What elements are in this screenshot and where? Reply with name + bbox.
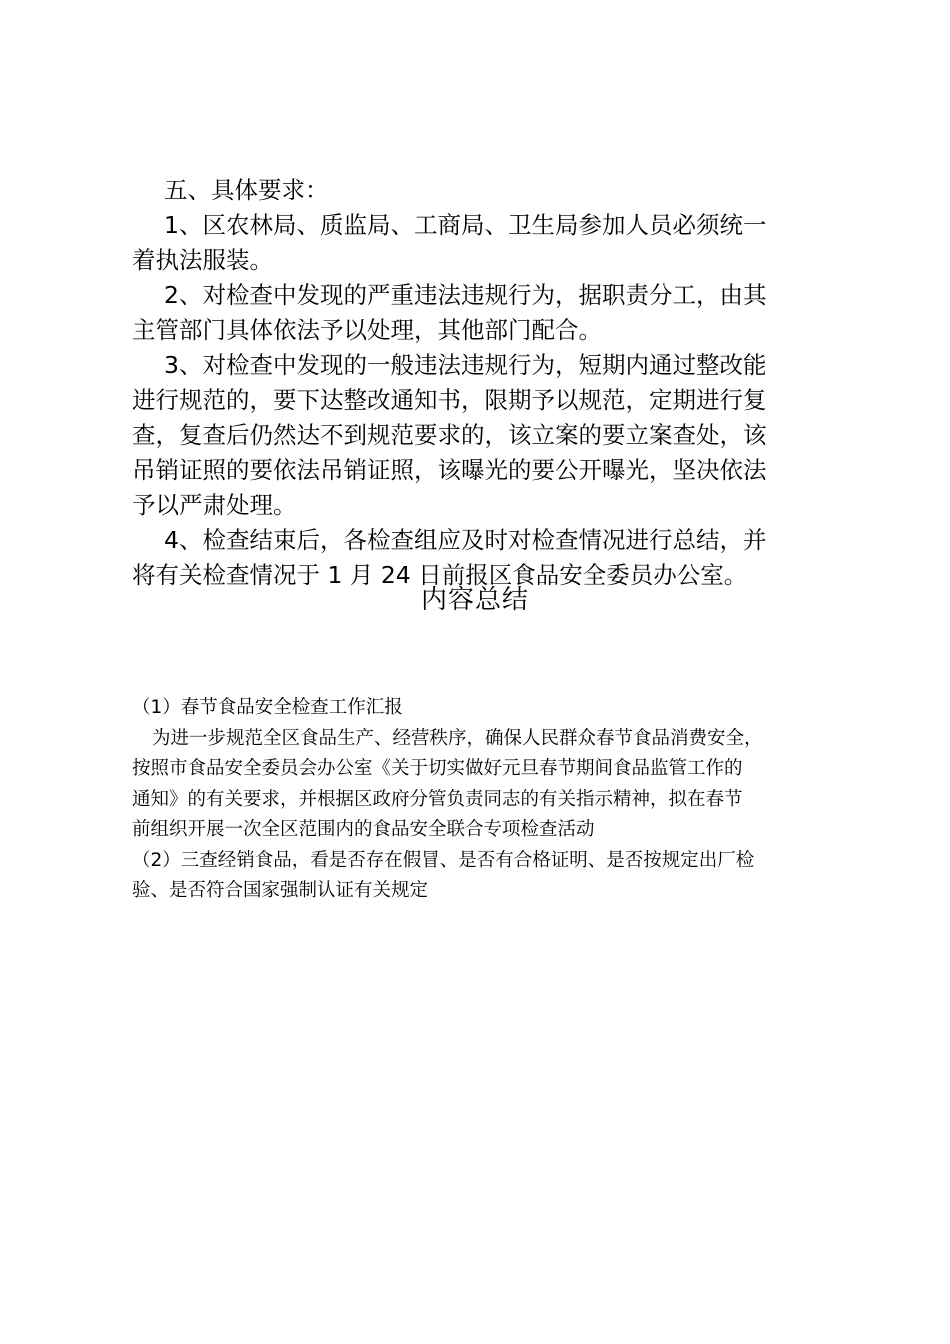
summary-line: 通知》的有关要求，并根据区政府分管负责同志的有关指示精神，拟在春节 bbox=[132, 788, 743, 810]
summary-point-2 bbox=[132, 846, 837, 907]
paragraph-line: 吊销证照的要依法吊销证照，该曝光的要公开曝光，坚决依法 bbox=[132, 456, 767, 484]
requirements-section bbox=[132, 173, 822, 593]
paragraph-line: 1、区农林局、质监局、工商局、卫生局参加人员必须统一 bbox=[164, 211, 767, 239]
paragraph-line: 予以严肃处理。 bbox=[132, 491, 297, 519]
summary-line: （2）三查经销食品，看是否存在假冒、是否有合格证明、是否按规定出厂检 bbox=[132, 849, 755, 871]
paragraph-line: 查，复查后仍然达不到规范要求的，该立案的要立案查处，该 bbox=[132, 421, 767, 449]
requirements-heading: 五、具体要求： bbox=[164, 176, 329, 204]
summary-title: 内容总结 bbox=[420, 585, 529, 615]
paragraph-line: 3、对检查中发现的一般违法违规行为，短期内通过整改能 bbox=[164, 351, 767, 379]
paragraph-line: 将有关检查情况于 1 月 24 日前报区食品安全委员办公室。 bbox=[132, 561, 748, 589]
summary-section bbox=[132, 693, 837, 907]
summary-line: 前组织开展一次全区范围内的食品安全联合专项检查活动 bbox=[132, 819, 595, 840]
summary-point-1 bbox=[132, 693, 837, 846]
paragraph-line: 着执法服装。 bbox=[132, 246, 273, 274]
paragraph-line: 2、对检查中发现的严重违法违规行为，据职责分工，由其 bbox=[164, 281, 767, 309]
requirement-item-1 bbox=[132, 208, 822, 278]
summary-line: 验、是否符合国家强制认证有关规定 bbox=[132, 880, 429, 901]
summary-line: 为进一步规范全区食品生产、经营秩序，确保人民群众春节食品消费安全， bbox=[152, 727, 763, 749]
summary-point-label: （1）春节食品安全检查工作汇报 bbox=[132, 697, 403, 718]
paragraph-line: 4、检查结束后，各检查组应及时对检查情况进行总结，并 bbox=[164, 526, 767, 554]
paragraph-line: 主管部门具体依法予以处理，其他部门配合。 bbox=[132, 316, 602, 344]
requirement-item-3 bbox=[132, 348, 822, 523]
requirement-item-2 bbox=[132, 278, 822, 348]
summary-line: 按照市食品安全委员会办公室《关于切实做好元旦春节期间食品监管工作的 bbox=[132, 758, 743, 779]
paragraph-line: 进行规范的，要下达整改通知书，限期予以规范，定期进行复 bbox=[132, 386, 767, 414]
